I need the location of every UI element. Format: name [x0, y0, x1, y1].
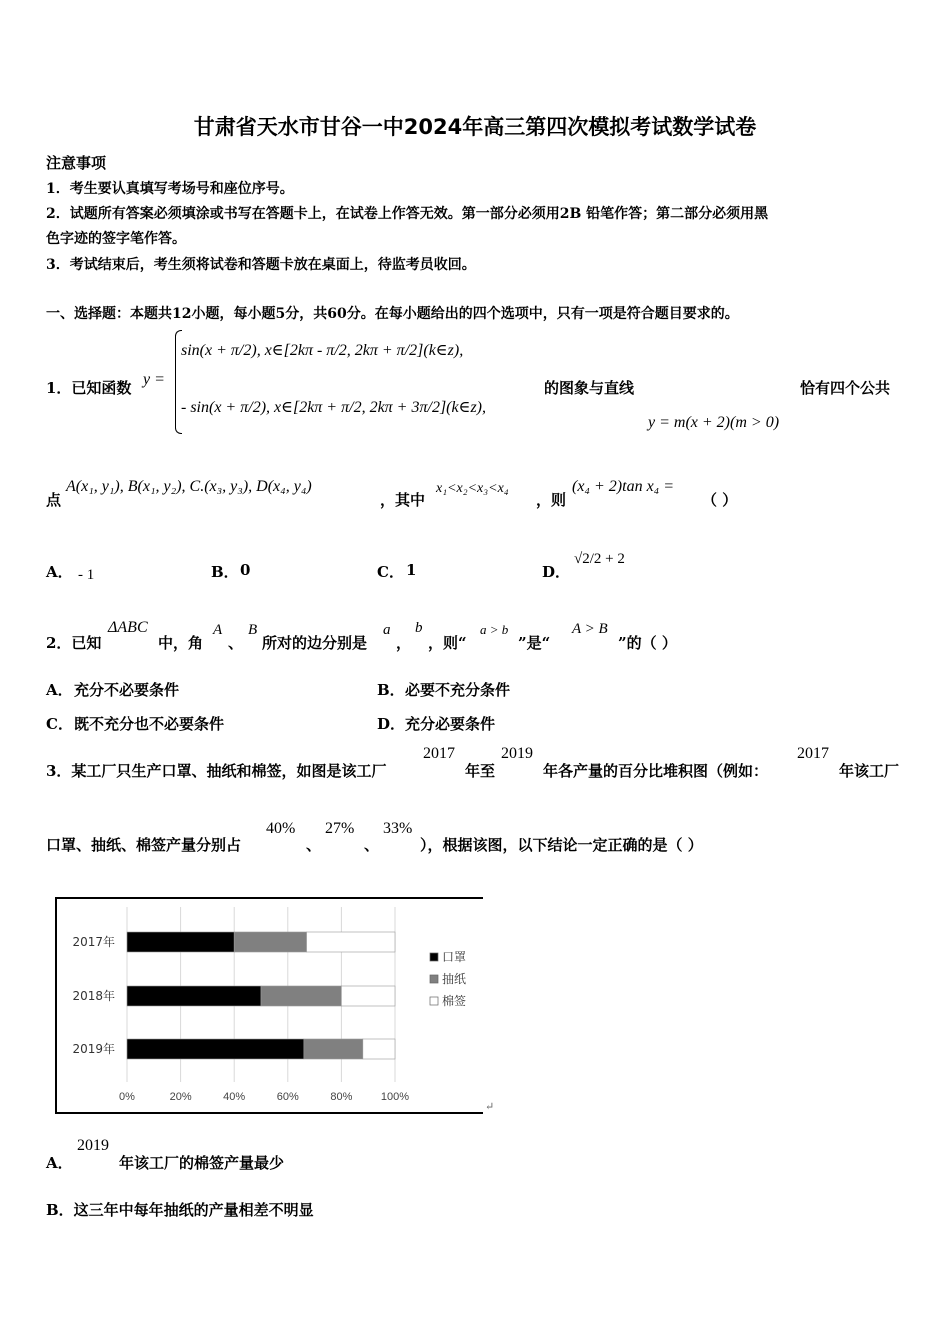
bar-segment — [304, 1039, 363, 1059]
section-heading: 一、选择题：本题共12小题，每小题5分，共60分。在每小题给出的四个选项中，只有一项是符合题目要求的。 — [46, 306, 739, 322]
q3-value-1: 40% — [266, 820, 296, 837]
q1-case-1: sin(x + π/2), x∈[2kπ - π/2, 2kπ + π/2](k∈z), — [181, 342, 464, 359]
x-tick-label: 0% — [119, 1091, 135, 1103]
category-label: 2019年 — [72, 1042, 115, 1056]
q2-text-3: 所对的边分别是 — [262, 634, 368, 652]
q3-sep-2: 、 — [364, 836, 380, 854]
q3-option-a-label: A． — [46, 1154, 73, 1172]
q3-text-6: ），根据该图，以下结论一定正确的是（ ） — [420, 836, 703, 854]
q2-option-c-text: 既不充分也不必要条件 — [74, 715, 225, 733]
bar-segment — [261, 986, 341, 1006]
q2-option-b-text: 必要不充分条件 — [405, 681, 511, 699]
notice-item-2-cont: 色字迹的签字笔作答。 — [46, 231, 186, 247]
q3-sep-1: 、 — [306, 836, 322, 854]
q3-option-b: B．这三年中每年抽纸的产量相差不明显 — [46, 1201, 314, 1219]
legend-label: 棉签 — [442, 994, 467, 1008]
q3-text-3: 年各产量的百分比堆积图（例如： — [543, 762, 769, 780]
q2-condition-2: A > B — [572, 621, 608, 637]
x-tick-label: 20% — [169, 1091, 192, 1103]
q1-inequality: x₁<x₂<x₃<x₄ — [436, 481, 509, 496]
x-tick-label: 100% — [380, 1091, 410, 1103]
q2-text-6: ”的（ ） — [618, 634, 677, 652]
category-label: 2018年 — [72, 989, 115, 1003]
notice-item-3: 3．考试结束后，考生须将试卷和答题卡放在桌面上，待监考员收回。 — [46, 257, 476, 273]
q1-option-a-value: - 1 — [78, 567, 95, 583]
bar-segment — [341, 986, 395, 1006]
q1-lead: 1．已知函数 — [46, 379, 132, 397]
q3-text-5: 口罩、抽纸、棉签产量分别占 — [46, 836, 242, 854]
q1-option-c-label: C． — [377, 563, 404, 581]
return-mark: ↵ — [485, 1100, 495, 1113]
bar-segment — [127, 1039, 304, 1059]
q1-line-equation: y = m(x + 2)(m > 0) — [648, 414, 780, 431]
legend-label: 口罩 — [442, 950, 467, 964]
q2-angle-b: B — [248, 622, 258, 638]
q1-answer-paren: （ ） — [702, 491, 738, 509]
q1-expression: (x₄ + 2)tan x₄ = — [572, 478, 675, 495]
q2-condition-1: a > b — [480, 622, 509, 637]
q1-option-c-value: 1 — [406, 561, 417, 579]
q1-case-2: - sin(x + π/2), x∈[2kπ + π/2, 2kπ + 3π/2](k∈z), — [181, 399, 486, 416]
x-tick-label: 40% — [223, 1091, 246, 1103]
bar-segment — [307, 932, 395, 952]
q2-sep: 、 — [228, 634, 244, 652]
q3-text-2: 年至 — [465, 762, 496, 780]
q2-option-d-label: D． — [377, 715, 406, 733]
q3-value-2: 27% — [325, 820, 355, 837]
page-title: 甘肃省天水市甘谷一中2024年高三第四次模拟考试数学试卷 — [193, 115, 757, 139]
bar-segment — [127, 986, 261, 1006]
q2-option-d-text: 充分必要条件 — [405, 715, 496, 733]
q3-option-a-year: 2019 — [77, 1137, 109, 1154]
q1-mid-text: 的图象与直线 — [544, 379, 635, 397]
stacked-bar-chart — [55, 897, 495, 1112]
x-tick-label: 80% — [330, 1091, 353, 1103]
q1-option-d-label: D． — [542, 563, 571, 581]
q3-text-4: 年该工厂 — [839, 762, 900, 780]
q1-y-eq: y = — [143, 371, 165, 388]
q3-option-a-text: 年该工厂的棉签产量最少 — [119, 1154, 285, 1172]
notice-heading: 注意事项 — [46, 154, 107, 172]
legend-label: 抽纸 — [442, 972, 467, 986]
notice-item-1: 1．考生要认真填写考场号和座位序号。 — [46, 181, 294, 197]
notice-item-2: 2．试题所有答案必须填涂或书写在答题卡上，在试卷上作答无效。第一部分必须用2B 铅笔作答；第二部分必须用黑 — [46, 206, 769, 222]
q2-option-a-text: 充分不必要条件 — [74, 681, 180, 699]
q2-option-a-label: A． — [46, 681, 73, 699]
q1-option-d-value: √2/2 + 2 — [574, 551, 625, 567]
q1-option-b-value: 0 — [240, 561, 251, 579]
q2-triangle: ΔABC — [108, 619, 148, 636]
legend-swatch — [430, 953, 438, 961]
q1-option-a-label: A． — [46, 563, 73, 581]
q1-right-text: 恰有四个公共 — [800, 379, 891, 397]
legend-swatch — [430, 997, 438, 1005]
bar-segment — [127, 932, 234, 952]
q3-year-1: 2017 — [423, 745, 455, 762]
q2-side-b: b — [415, 620, 423, 636]
q3-value-3: 33% — [383, 820, 413, 837]
q2-option-b-label: B． — [377, 681, 405, 699]
q1-where: ，其中 — [380, 491, 426, 509]
legend-swatch — [430, 975, 438, 983]
q3-year-3: 2017 — [797, 745, 829, 762]
q1-option-b-label: B． — [211, 563, 239, 581]
q2-text-1: 2．已知 — [46, 634, 102, 652]
q2-text-4: ，则“ — [428, 634, 467, 652]
q3-text-1: 3．某工厂只生产口罩、抽纸和棉签，如图是该工厂 — [46, 762, 387, 780]
q2-comma: ， — [396, 634, 412, 652]
q2-text-2: 中，角 — [158, 634, 204, 652]
q1-points: A(x₁, y₁), B(x₁, y₂), C.(x₃, y₃), D(x₄, y₄) — [66, 478, 312, 495]
q2-text-5: ”是“ — [518, 634, 551, 652]
x-tick-label: 60% — [276, 1091, 299, 1103]
q2-option-c-label: C． — [46, 715, 73, 733]
q1-cont-prefix: 点 — [46, 491, 62, 509]
category-label: 2017年 — [72, 935, 115, 949]
q3-year-2: 2019 — [501, 745, 533, 762]
bar-segment — [363, 1039, 395, 1059]
bar-segment — [234, 932, 306, 952]
q2-angle-a: A — [213, 622, 223, 638]
q2-side-a: a — [383, 622, 391, 638]
q1-then: ，则 — [536, 491, 567, 509]
